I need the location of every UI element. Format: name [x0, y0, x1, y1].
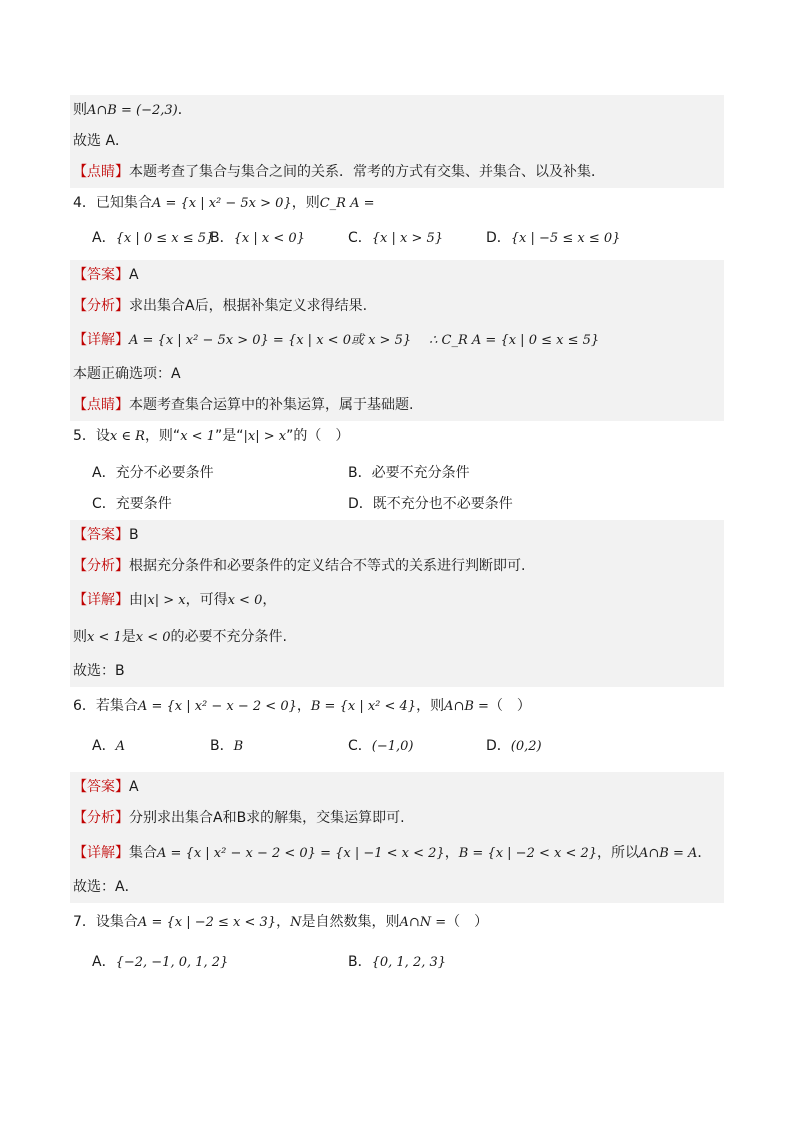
choice-text: 故选：A． [73, 879, 139, 895]
math-expression: B = {x | x² < 4} [310, 699, 417, 714]
text: （ ） [446, 914, 489, 930]
q5-fenxi [70, 551, 724, 582]
q6-answer [70, 772, 724, 803]
answer-value: A [129, 779, 139, 795]
text: （ ） [488, 698, 531, 714]
q7-option-a: A．{−2, −1, 0, 1, 2} [92, 954, 229, 970]
math-expression: x < 1 [180, 429, 215, 444]
math-expression: B = {x | −2 < x < 2} [458, 846, 598, 861]
q4-correct-line [70, 359, 724, 390]
text: ，可得 [185, 592, 228, 608]
text: ，则 [416, 698, 445, 714]
q5-then-line [70, 619, 724, 656]
fenxi-text: 分别求出集合A和B求的解集，交集运算即可. [129, 810, 405, 826]
text: ， [444, 845, 459, 861]
math-expression: A∩B = A [639, 846, 698, 861]
q7-option-b: B．{0, 1, 2, 3} [348, 954, 447, 970]
text: ”的（ ） [286, 428, 350, 444]
text: 若集合 [95, 698, 138, 714]
q6-stem [70, 687, 724, 725]
text: ， [296, 698, 311, 714]
q5-option-c: C．充要条件 [92, 496, 172, 512]
text: ， [276, 914, 291, 930]
math-expression: x ∈ R [109, 429, 145, 444]
text: ，则“ [144, 428, 181, 444]
q7-stem [70, 903, 724, 941]
q6-option-b: B．B [210, 738, 244, 754]
text: 则 [73, 102, 87, 118]
xiangjie-tag: 【详解】 [73, 332, 129, 348]
q4-option-b: B．{x | x < 0} [210, 230, 305, 246]
q5-option-d: D．既不充分也不必要条件 [348, 496, 513, 512]
math-expression: |x| > x [243, 429, 287, 444]
question-number: 7． [73, 914, 96, 930]
q4-answer [70, 260, 724, 291]
math-expression: A∩B = (−2,3) [87, 103, 178, 118]
text: 则 [73, 629, 87, 645]
math-expression: ∴ C_R A = {x | 0 ≤ x ≤ 5} [429, 333, 600, 348]
math-expression: A = {x | −2 ≤ x < 3} [137, 915, 277, 930]
math-expression: A∩B = [444, 699, 489, 714]
text: 已知集合 [95, 195, 152, 211]
xiangjie-tag: 【详解】 [73, 845, 129, 861]
text: ， [262, 592, 277, 608]
text: 是 [121, 629, 136, 645]
q6-guxuan [70, 872, 724, 903]
q5-option-a: A．充分不必要条件 [92, 465, 214, 481]
dianjing-tag: 【点睛】 [73, 164, 129, 180]
math-expression: A = {x | x² − x − 2 < 0} = {x | −1 < x < 2} [157, 846, 445, 861]
text: ，所以 [597, 845, 640, 861]
q6-option-d: D．(0,2) [486, 738, 542, 754]
math-expression: x < 1 [87, 630, 122, 645]
q4-fenxi [70, 291, 724, 322]
text: 设集合 [95, 914, 138, 930]
text: ”是“ [214, 428, 244, 444]
dianjing-tag: 【点睛】 [73, 397, 129, 413]
math-expression: A∩N = [399, 915, 447, 930]
text: ． [177, 102, 192, 118]
document-page [70, 95, 724, 978]
math-expression: |x| > x [143, 593, 186, 608]
q5-guxuan [70, 656, 724, 687]
answer-tag: 【答案】 [73, 527, 129, 543]
choice-text: 故选：B [73, 663, 125, 679]
q4-xiangjie [70, 322, 724, 359]
q5-xiangjie [70, 582, 724, 619]
q5-options-row1 [70, 458, 724, 489]
dianjing-text: 本题考查集合运算中的补集运算，属于基础题. [129, 397, 414, 413]
text: 由 [129, 592, 143, 608]
text: ，则 [291, 195, 320, 211]
dianjing-text: 本题考查了集合与集合之间的关系．常考的方式有交集、并集合、以及补集． [129, 164, 605, 180]
math-expression: A = {x | x² − x − 2 < 0} [137, 699, 297, 714]
correct-option-text: 本题正确选项：A [73, 366, 181, 382]
text: 的必要不充分条件. [170, 629, 287, 645]
q6-options [70, 731, 724, 762]
xiangjie-tag: 【详解】 [73, 592, 129, 608]
question-number: 4． [73, 195, 96, 211]
math-expression: C_R A = [319, 196, 375, 211]
answer-value: A [129, 267, 139, 283]
fenxi-tag: 【分析】 [73, 558, 129, 574]
q7-options [70, 947, 724, 978]
q6-xiangjie [70, 834, 724, 872]
q4-option-a: A．{x | 0 ≤ x ≤ 5} [92, 230, 215, 246]
text: 设 [95, 428, 110, 444]
answer-value: B [129, 527, 139, 543]
q4-options [70, 223, 724, 254]
fenxi-text: 根据充分条件和必要条件的定义结合不等式的关系进行判断即可. [129, 558, 526, 574]
choice-text: 故选 A． [73, 133, 130, 149]
fenxi-tag: 【分析】 [73, 810, 129, 826]
math-expression: N [290, 915, 302, 930]
q5-option-b: B．必要不充分条件 [348, 465, 470, 481]
text: ． [697, 845, 712, 861]
math-expression: A = {x | x² − 5x > 0} = {x | x < 0或 x > 5} [129, 333, 412, 348]
prev-dianjing-line [70, 157, 724, 188]
fenxi-text: 求出集合A后，根据补集定义求得结果. [129, 298, 368, 314]
q5-stem [70, 421, 724, 452]
math-expression: x < 0 [227, 593, 263, 608]
answer-tag: 【答案】 [73, 267, 129, 283]
answer-tag: 【答案】 [73, 779, 129, 795]
question-number: 6． [73, 698, 96, 714]
q6-option-c: C．(−1,0) [348, 738, 414, 754]
text: 是自然数集，则 [301, 914, 400, 930]
fenxi-tag: 【分析】 [73, 298, 129, 314]
q5-answer [70, 520, 724, 551]
q6-fenxi [70, 803, 724, 834]
math-expression: A = {x | x² − 5x > 0} [151, 196, 292, 211]
prev-choice-line [70, 126, 724, 157]
q4-stem [70, 188, 724, 219]
text: 集合 [129, 845, 157, 861]
math-expression: x < 0 [135, 630, 171, 645]
q5-options-row2 [70, 489, 724, 520]
q6-option-a: A．A [92, 738, 125, 754]
q4-option-c: C．{x | x > 5} [348, 230, 444, 246]
question-number: 5． [73, 428, 96, 444]
prev-conclusion-line [70, 95, 724, 126]
q4-dianjing [70, 390, 724, 421]
q4-option-d: D．{x | −5 ≤ x ≤ 0} [486, 230, 621, 246]
